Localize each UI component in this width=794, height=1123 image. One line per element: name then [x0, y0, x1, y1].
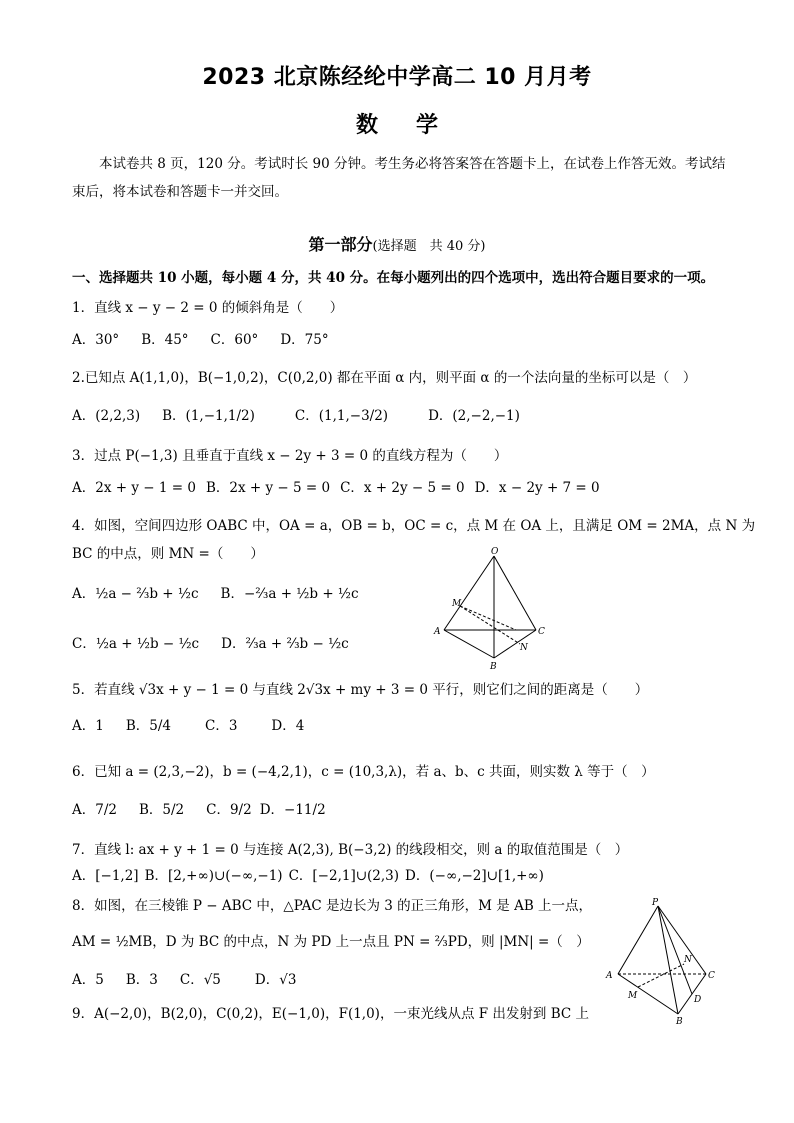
options-4a: A．½a − ⅔b + ½c B．−⅔a + ½b + ½c — [72, 586, 359, 602]
exam-title: 2023 北京陈经纶中学高二 10 月月考 — [202, 65, 592, 90]
question-9: 9．A(−2,0)，B(2,0)，C(0,2)，E(−1,0)，F(1,0)，一束光线从点 F 出发射到 BC 上 — [72, 1006, 589, 1022]
question-3: 3．过点 P(−1,3) 且垂直于直线 x − 2y + 3 = 0 的直线方程为（ ） — [72, 448, 508, 464]
question-2: 2.已知点 A(1,1,0)，B(−1,0,2)，C(0,2,0) 都在平面 α 内，则平面 α 的一个法向量的坐标可以是（ ） — [72, 370, 697, 386]
question-1: 1．直线 x − y − 2 = 0 的倾斜角是（ ） — [72, 300, 344, 316]
options-1: A．30° B．45° C．60° D．75° — [72, 332, 329, 348]
question-8: 8．如图，在三棱锥 P − ABC 中，△PAC 是边长为 3 的正三角形，M 是 AB 上一点， — [72, 898, 593, 914]
pyramid-figure-q8 — [600, 896, 750, 1026]
question-4: 4．如图，空间四边形 OABC 中，OA = a，OB = b，OC = c，点 M 在 OA 上，且满足 OM = 2MA，点 N 为 — [72, 518, 756, 534]
label-C: C — [538, 627, 545, 637]
options-4b: C．½a + ½b − ½c D．⅔a + ⅔b − ½c — [72, 636, 349, 652]
part-heading: 第一部分(选择题 共 40 分) — [308, 235, 486, 254]
options-7: A．[−1,2] B．[2,+∞)∪(−∞,−1) C．[−2,1]∪(2,3) D．(−∞,−2]∪[1,+∞) — [72, 868, 544, 884]
options-5: A．1 B．5/4 C．3 D．4 — [72, 718, 305, 734]
label-C: C — [708, 971, 715, 981]
label-A: A — [434, 627, 441, 637]
question-4-line2: BC 的中点，则 MN =（ ） — [72, 546, 264, 562]
options-8: A．5 B．3 C．√5 D．√3 — [72, 972, 297, 988]
section-instructions: 一、选择题共 10 小题，每小题 4 分，共 40 分。在每小题列出的四个选项中，选出符合题目要求的一项。 — [72, 270, 715, 286]
label-B: B — [490, 662, 497, 671]
options-6: A．7/2 B．5/2 C．9/2 D．−11/2 — [72, 802, 326, 818]
label-N: N — [520, 643, 528, 653]
label-P: P — [652, 898, 659, 908]
options-3: A．2x + y − 1 = 0 B．2x + y − 5 = 0 C．x + 2y − 5 = 0 D．x − 2y + 7 = 0 — [72, 480, 600, 496]
question-7: 7．直线 l: ax + y + 1 = 0 与连接 A(2,3), B(−3,2) 的线段相交，则 a 的取值范围是（ ） — [72, 842, 629, 858]
tetrahedron-figure-q4 — [430, 546, 560, 671]
options-2: A．(2,2,3) B．(1,−1,1/2) C．(1,1,−3/2) D．(2,−2,−1) — [72, 408, 520, 424]
question-8-line2: AM = ½MB，D 为 BC 的中点，N 为 PD 上一点且 PN = ⅔PD，则 |MN| =（ ） — [72, 934, 590, 950]
instructions: 本试卷共 8 页，120 分。考试时长 90 分钟。考生务必将答案答在答题卡上，在试卷上作答无效。考试结束后，将本试卷和答题卡一并交回。 — [72, 156, 726, 200]
label-M: M — [628, 991, 638, 1001]
subject-title: 数学 — [355, 112, 476, 138]
label-N: N — [684, 955, 692, 965]
question-6: 6．已知 a = (2,3,−2)，b = (−4,2,1)，c = (10,3,λ)，若 a、b、c 共面，则实数 λ 等于（ ） — [72, 764, 655, 780]
label-A: A — [606, 971, 613, 981]
label-D: D — [694, 995, 702, 1005]
label-M: M — [452, 599, 462, 609]
label-O: O — [491, 547, 499, 557]
label-B: B — [676, 1017, 683, 1026]
question-5: 5．若直线 √3x + y − 1 = 0 与直线 2√3x + my + 3 = 0 平行，则它们之间的距离是（ ） — [72, 682, 649, 698]
